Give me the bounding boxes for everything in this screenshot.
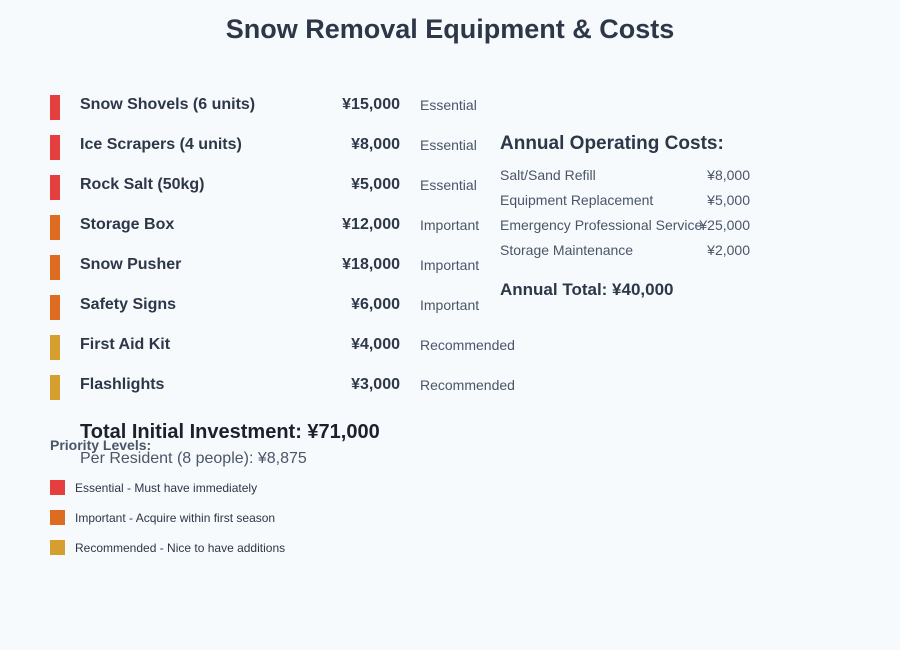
annual-cost-value: ¥8,000: [707, 167, 750, 183]
item-cost: ¥3,000: [351, 376, 400, 393]
per-resident-cost: Per Resident (8 people): ¥8,875: [80, 450, 307, 467]
priority-bar: [50, 215, 60, 240]
item-cost: ¥4,000: [351, 336, 400, 353]
annual-total: Annual Total: ¥40,000: [500, 280, 674, 299]
item-name: Snow Pusher: [80, 256, 182, 273]
legend-label: Recommended - Nice to have additions: [75, 541, 286, 555]
item-name: Safety Signs: [80, 296, 177, 313]
annual-cost-label: Salt/Sand Refill: [500, 167, 596, 183]
item-name: Storage Box: [80, 216, 175, 233]
legend-swatch: [50, 480, 65, 495]
total-investment: Total Initial Investment: ¥71,000: [80, 421, 380, 443]
legend-label: Important - Acquire within first season: [75, 511, 276, 525]
item-name: First Aid Kit: [80, 336, 171, 353]
item-priority: Important: [420, 297, 480, 313]
priority-bar: [50, 175, 60, 200]
priority-bar: [50, 255, 60, 280]
item-name: Flashlights: [80, 376, 165, 393]
legend-title: Priority Levels:: [50, 437, 152, 453]
item-priority: Important: [420, 257, 480, 273]
priority-bar: [50, 95, 60, 120]
annual-cost-label: Emergency Professional Service: [500, 217, 703, 233]
item-cost: ¥6,000: [351, 296, 400, 313]
item-name: Rock Salt (50kg): [80, 176, 205, 193]
legend-label: Essential - Must have immediately: [75, 481, 258, 495]
item-priority: Recommended: [420, 337, 515, 353]
annual-cost-value: ¥25,000: [699, 217, 750, 233]
legend-swatch: [50, 510, 65, 525]
item-cost: ¥15,000: [342, 96, 400, 113]
item-priority: Important: [420, 217, 480, 233]
priority-bar: [50, 295, 60, 320]
annual-cost-value: ¥5,000: [707, 192, 750, 208]
item-priority: Essential: [420, 137, 477, 153]
item-priority: Recommended: [420, 377, 515, 393]
annual-cost-value: ¥2,000: [707, 242, 750, 258]
annual-cost-label: Storage Maintenance: [500, 242, 634, 258]
item-priority: Essential: [420, 177, 477, 193]
item-cost: ¥5,000: [351, 176, 400, 193]
item-priority: Essential: [420, 97, 477, 113]
item-cost: ¥12,000: [342, 216, 400, 233]
item-cost: ¥8,000: [351, 136, 400, 153]
priority-bar: [50, 335, 60, 360]
item-name: Ice Scrapers (4 units): [80, 136, 242, 153]
priority-bar: [50, 135, 60, 160]
item-name: Snow Shovels (6 units): [80, 96, 256, 113]
priority-bar: [50, 375, 60, 400]
legend-swatch: [50, 540, 65, 555]
annual-cost-label: Equipment Replacement: [500, 192, 654, 208]
page-title: Snow Removal Equipment & Costs: [225, 14, 675, 44]
item-cost: ¥18,000: [342, 256, 400, 273]
annual-costs-title: Annual Operating Costs:: [500, 133, 724, 154]
